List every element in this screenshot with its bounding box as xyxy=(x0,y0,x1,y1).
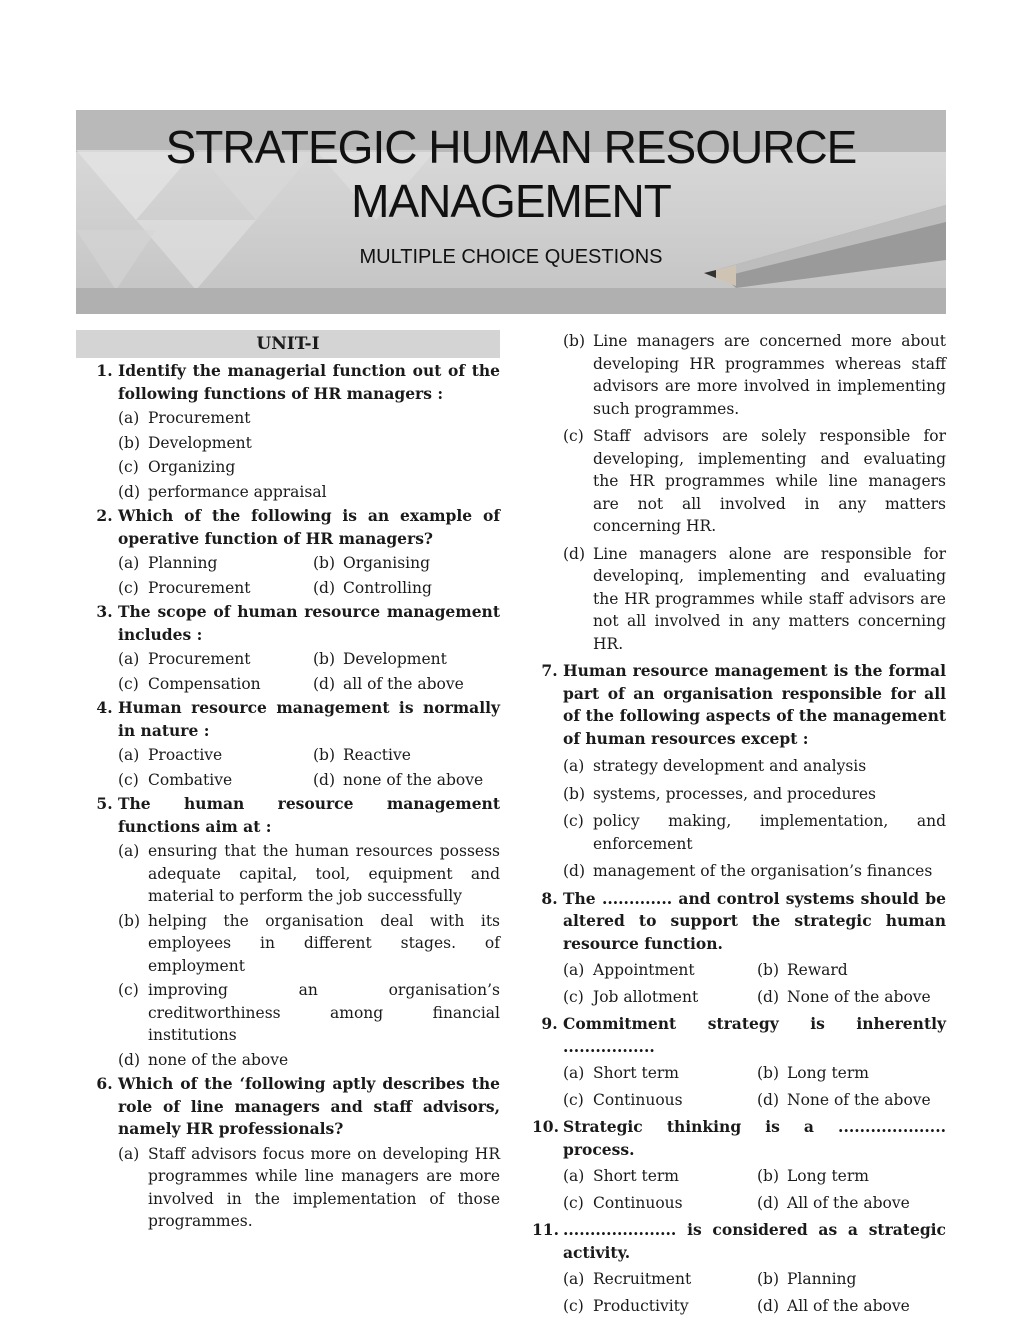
option xyxy=(313,769,500,792)
question-number: 6. xyxy=(96,1074,113,1093)
question-number: 11. xyxy=(532,1220,559,1239)
option xyxy=(118,673,313,696)
question-number: 8. xyxy=(541,888,558,908)
option-text: performance appraisal xyxy=(148,482,327,501)
option-label: (a) xyxy=(563,757,585,775)
option-text: none of the above xyxy=(148,1050,289,1069)
question-text: Commitment strategy is inherently ................. xyxy=(563,1014,946,1056)
option xyxy=(563,755,946,778)
option xyxy=(757,1062,946,1085)
option xyxy=(563,986,757,1009)
option-text: Organizing xyxy=(148,458,236,476)
option xyxy=(313,744,500,767)
option-text: Organising xyxy=(343,554,431,572)
question-9 xyxy=(532,1013,946,1058)
option xyxy=(118,744,313,767)
question-7 xyxy=(532,660,946,750)
option-label: (b) xyxy=(757,1064,780,1082)
option-label: (c) xyxy=(118,674,139,693)
option-text: Productivity xyxy=(593,1296,689,1315)
option-label: (d) xyxy=(563,544,586,563)
option-text: Appointment xyxy=(593,961,695,979)
option-text: None of the above xyxy=(787,987,931,1006)
question-3-options xyxy=(76,646,500,695)
question-number: 10. xyxy=(532,1117,559,1136)
option xyxy=(118,910,500,978)
option xyxy=(563,330,946,420)
option-text: Procurement xyxy=(148,578,251,597)
option-text: Long term xyxy=(787,1167,869,1185)
option-label: (c) xyxy=(118,578,139,597)
question-1-options xyxy=(76,407,500,503)
option-text: helping the organisation deal with its employees in different stages. of employment xyxy=(148,911,500,975)
option-label: (a) xyxy=(118,409,140,427)
option xyxy=(563,543,946,656)
question-number: 4. xyxy=(96,698,113,717)
question-4-options xyxy=(76,742,500,791)
option-label: (d) xyxy=(118,482,141,501)
option-label: (d) xyxy=(313,674,336,693)
option-text: Planning xyxy=(787,1270,857,1288)
question-9-options xyxy=(532,1058,946,1111)
option xyxy=(118,407,500,430)
question-number: 1. xyxy=(96,361,113,380)
option-text: Compensation xyxy=(148,674,261,693)
option-text: Line managers alone are responsible for developinq, implementing and evaluating the HR programmes while staff advisors are not all involved in any matters concerning HR. xyxy=(593,544,946,653)
option xyxy=(563,425,946,538)
option-text: management of the organisation’s finances xyxy=(593,862,933,880)
option xyxy=(118,648,313,671)
option-text: Staff advisors are solely responsible for developing, implementing and evaluating the HR programmes while line managers are not all involved in any matters concerning HR. xyxy=(593,427,946,535)
option-label: (a) xyxy=(563,1064,585,1082)
option-label: (d) xyxy=(118,1050,141,1069)
question-text: Human resource management is normally in nature : xyxy=(118,698,500,740)
option-label: (b) xyxy=(313,746,336,764)
option-label: (a) xyxy=(118,842,140,860)
header-banner xyxy=(76,110,946,314)
question-11 xyxy=(532,1219,946,1264)
question-5 xyxy=(76,793,500,838)
option-label: (c) xyxy=(563,1193,584,1212)
question-6 xyxy=(76,1073,500,1141)
option xyxy=(563,1268,757,1291)
question-10-options xyxy=(532,1161,946,1214)
option xyxy=(313,552,500,575)
option-text: Short term xyxy=(593,1167,680,1185)
option xyxy=(757,1089,946,1112)
option xyxy=(118,1143,500,1233)
question-6-options-b-d xyxy=(532,330,946,655)
option-text: Reward xyxy=(787,961,848,979)
option-label: (d) xyxy=(757,1193,780,1212)
question-7-options xyxy=(532,755,946,883)
option xyxy=(313,577,500,600)
option-text: Line managers are concerned more about developing HR programmes whereas staff advisors are more involved in implementing such programmes. xyxy=(593,332,946,418)
option-text: policy making, implementation, and enforcement xyxy=(593,812,946,853)
option-label: (d) xyxy=(757,1296,780,1315)
option-label: (a) xyxy=(563,961,585,979)
option-text: Proactive xyxy=(148,746,223,764)
question-text: Which of the following is an example of operative function of HR managers? xyxy=(118,506,500,548)
option-label: (a) xyxy=(563,1270,585,1288)
option xyxy=(118,979,500,1047)
option-text: systems, processes, and procedures xyxy=(593,784,877,803)
option xyxy=(563,1089,757,1112)
option-label: (c) xyxy=(563,987,584,1006)
option xyxy=(563,1295,757,1318)
option-label: (c) xyxy=(118,458,139,476)
option-text: Development xyxy=(148,433,252,452)
question-number: 2. xyxy=(96,506,113,525)
option-text: All of the above xyxy=(787,1193,910,1212)
question-2 xyxy=(76,505,500,550)
question-2-options xyxy=(76,550,500,599)
question-1 xyxy=(76,360,500,405)
option-label: (b) xyxy=(757,1270,780,1288)
question-6-options-a xyxy=(76,1143,500,1233)
option-label: (d) xyxy=(563,862,586,880)
question-number: 7. xyxy=(541,661,558,680)
question-text: The scope of human resource management includes : xyxy=(118,602,500,644)
option xyxy=(118,840,500,908)
option-label: (d) xyxy=(313,770,336,789)
option-label: (b) xyxy=(313,554,336,572)
question-11-options xyxy=(532,1264,946,1317)
option-label: (b) xyxy=(757,961,780,979)
banner-bottom-band xyxy=(76,288,946,314)
option xyxy=(563,810,946,855)
option-text: Reactive xyxy=(343,746,411,764)
question-4 xyxy=(76,697,500,742)
option-text: Procurement xyxy=(148,650,251,668)
option-label: (d) xyxy=(757,1090,780,1109)
option xyxy=(118,769,313,792)
option-text: Continuous xyxy=(593,1090,683,1109)
option xyxy=(757,1165,946,1188)
option-label: (b) xyxy=(313,650,336,668)
option-text: None of the above xyxy=(787,1090,931,1109)
option-text: Development xyxy=(343,650,447,668)
title-line-2: MANAGEMENT xyxy=(351,175,671,227)
question-text: Identify the managerial function out of the following functions of HR managers : xyxy=(118,361,500,403)
option-label: (a) xyxy=(118,1144,140,1163)
option xyxy=(118,456,500,479)
option-text: Planning xyxy=(148,554,218,572)
option xyxy=(563,860,946,883)
question-text: Strategic thinking is a .................... process. xyxy=(563,1117,946,1159)
option xyxy=(757,1268,946,1291)
unit-heading: UNIT-I xyxy=(76,330,500,358)
page-title xyxy=(76,120,946,228)
option-label: (d) xyxy=(313,578,336,597)
question-text: The ............. and control systems should be altered to support the strategic human resource function. xyxy=(563,888,946,953)
option xyxy=(757,959,946,982)
option-label: (a) xyxy=(118,554,140,572)
option xyxy=(118,1049,500,1072)
option xyxy=(757,1295,946,1318)
option-text: Short term xyxy=(593,1064,680,1082)
option-text: Recruitment xyxy=(593,1270,692,1288)
question-8 xyxy=(532,888,946,956)
option xyxy=(563,959,757,982)
question-text: Human resource management is the formal part of an organisation responsible for all of the following aspects of the management of human resources except : xyxy=(563,661,946,748)
question-number: 9. xyxy=(541,1014,558,1033)
option xyxy=(563,1192,757,1215)
option xyxy=(118,577,313,600)
option-label: (b) xyxy=(118,433,141,452)
option-label: (b) xyxy=(563,332,586,350)
page-subtitle: MULTIPLE CHOICE QUESTIONS xyxy=(359,246,663,268)
question-8-options xyxy=(532,955,946,1008)
question-number: 3. xyxy=(96,602,113,621)
option-label: (d) xyxy=(757,987,780,1006)
option xyxy=(313,673,500,696)
left-column xyxy=(76,330,500,1233)
option-label: (b) xyxy=(118,911,141,930)
option-label: (c) xyxy=(563,812,584,830)
question-number: 5. xyxy=(96,794,113,813)
option xyxy=(757,1192,946,1215)
option-label: (c) xyxy=(563,427,584,445)
title-line-1: STRATEGIC HUMAN RESOURCE xyxy=(165,121,857,173)
option-label: (a) xyxy=(118,650,140,668)
option-text: Controlling xyxy=(343,578,432,597)
option xyxy=(563,783,946,806)
option-label: (c) xyxy=(563,1296,584,1315)
option xyxy=(118,481,500,504)
option-label: (b) xyxy=(563,784,586,803)
option-label: (c) xyxy=(118,981,139,999)
option-label: (a) xyxy=(118,746,140,764)
option-text: Long term xyxy=(787,1064,869,1082)
question-text: Which of the ‘following aptly describes the role of line managers and staff advisors, namely HR professionals? xyxy=(118,1074,500,1138)
option xyxy=(563,1062,757,1085)
option xyxy=(757,986,946,1009)
option-label: (b) xyxy=(757,1167,780,1185)
option-text: Continuous xyxy=(593,1193,683,1212)
option xyxy=(118,432,500,455)
option-text: improving an organisation’s creditworthiness among financial institutions xyxy=(148,981,500,1044)
option-label: (c) xyxy=(118,770,139,789)
question-text: ..................... is considered as a strategic activity. xyxy=(563,1220,946,1262)
option-label: (a) xyxy=(563,1167,585,1185)
option-text: strategy development and analysis xyxy=(593,757,867,775)
option-text: Procurement xyxy=(148,409,251,427)
question-5-options xyxy=(76,840,500,1071)
option xyxy=(118,552,313,575)
option-label: (c) xyxy=(563,1090,584,1109)
question-10 xyxy=(532,1116,946,1161)
question-3 xyxy=(76,601,500,646)
option-text: Combative xyxy=(148,770,233,789)
option-text: ensuring that the human resources possess adequate capital, tool, equipment and material to perform the job successfully xyxy=(148,842,500,905)
option-text: none of the above xyxy=(343,770,484,789)
option-text: Job allotment xyxy=(593,987,699,1006)
option xyxy=(563,1165,757,1188)
option-text: all of the above xyxy=(343,674,464,693)
option xyxy=(313,648,500,671)
right-column xyxy=(532,330,946,1317)
option-text: Staff advisors focus more on developing HR programmes while line managers are more involved in the implementation of those programmes. xyxy=(148,1144,500,1230)
option-text: All of the above xyxy=(787,1296,910,1315)
question-text: The human resource management functions aim at : xyxy=(118,794,500,836)
